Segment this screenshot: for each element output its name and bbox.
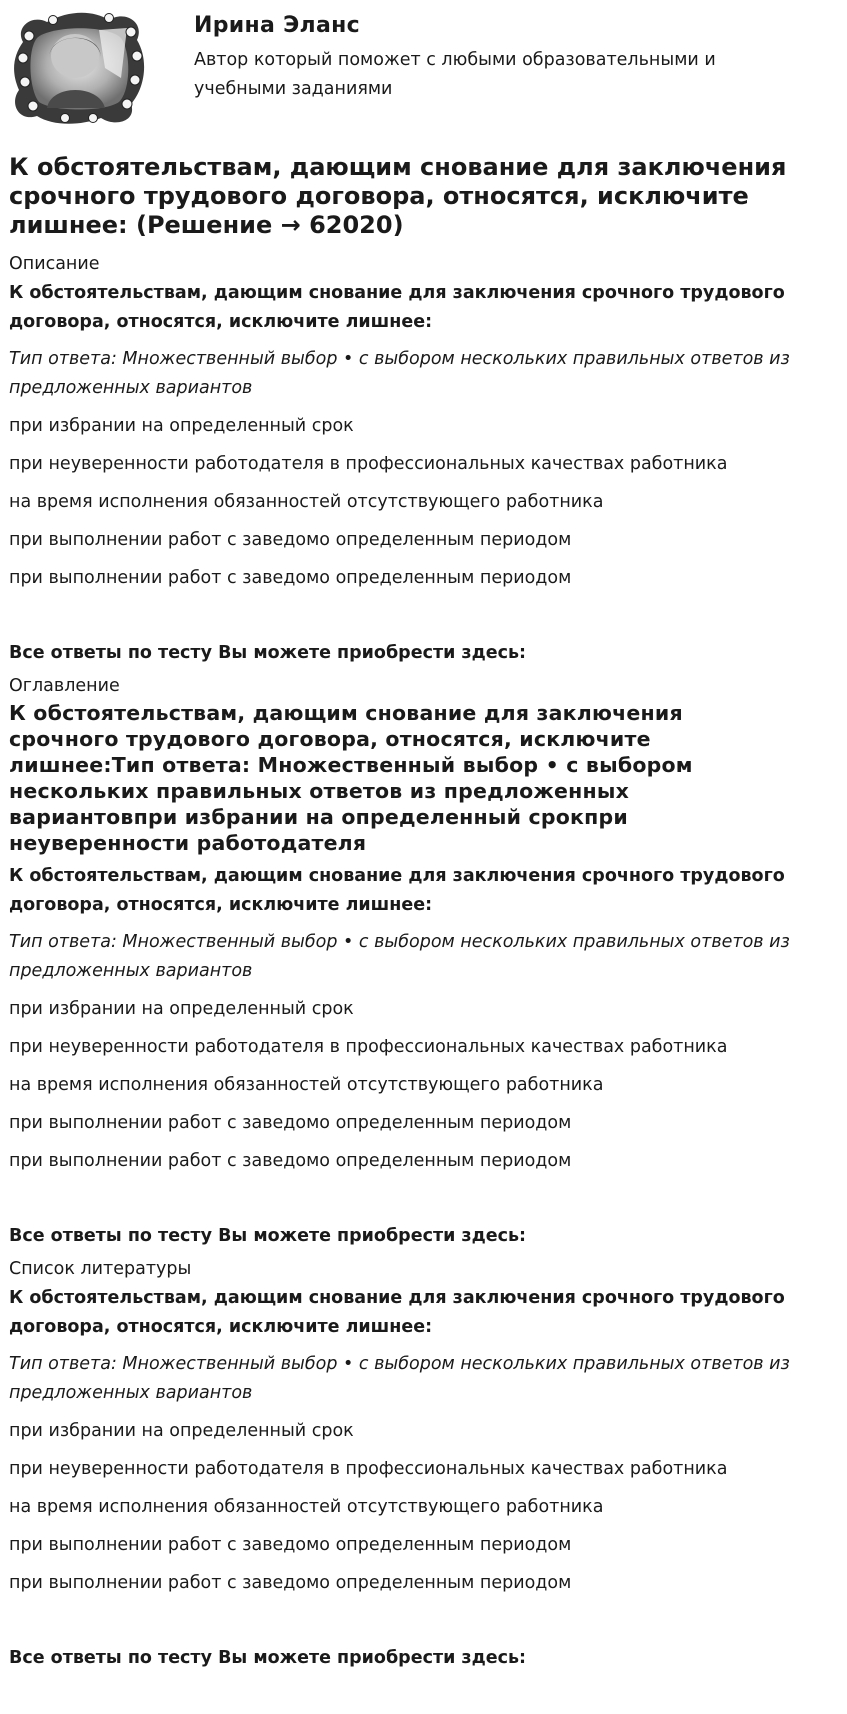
avatar-frame-icon <box>9 8 149 126</box>
answer-option: при неуверенности работодателя в профессиональных качествах работника <box>9 1037 728 1057</box>
buy-answers-text: Все ответы по тесту Вы можете приобрести здесь: <box>9 1648 527 1668</box>
page-title: К обстоятельствам, дающим снование для заключения срочного трудового договора, относятся, исключите лишнее: (Решение → 62020) <box>9 153 787 239</box>
answer-type: Тип ответа: Множественный выбор • с выбором нескольких правильных ответов из предложенных вариантов <box>9 932 790 981</box>
answer-option: при выполнении работ с заведомо определенным периодом <box>9 1151 572 1171</box>
section-label-toc: Оглавление <box>9 676 120 696</box>
references-section <box>9 1257 839 1673</box>
answer-option: при выполнении работ с заведомо определенным периодом <box>9 568 572 588</box>
answer-option: на время исполнения обязанностей отсутствующего работника <box>9 492 604 512</box>
answer-type: Тип ответа: Множественный выбор • с выбором нескольких правильных ответов из предложенных вариантов <box>9 1354 790 1403</box>
author-photo-frame[interactable] <box>9 8 149 126</box>
section-label-references: Список литературы <box>9 1259 192 1279</box>
question-text: К обстоятельствам, дающим снование для заключения срочного трудового договора, относятся, исключите лишнее: <box>9 283 785 332</box>
buy-answers-text: Все ответы по тесту Вы можете приобрести здесь: <box>9 1226 527 1246</box>
answer-option: при выполнении работ с заведомо определенным периодом <box>9 1535 572 1555</box>
description-section <box>9 252 839 668</box>
buy-answers-text: Все ответы по тесту Вы можете приобрести здесь: <box>9 643 527 663</box>
section-label-description: Описание <box>9 254 100 274</box>
author-info <box>194 8 794 104</box>
answer-option: при избрании на определенный срок <box>9 1421 354 1441</box>
answer-option: при выполнении работ с заведомо определенным периодом <box>9 1573 572 1593</box>
answer-option: при выполнении работ с заведомо определенным периодом <box>9 530 572 550</box>
answer-option: при выполнении работ с заведомо определенным периодом <box>9 1113 572 1133</box>
question-text: К обстоятельствам, дающим снование для заключения срочного трудового договора, относятся, исключите лишнее: <box>9 866 785 915</box>
answer-option: на время исполнения обязанностей отсутствующего работника <box>9 1075 604 1095</box>
author-card <box>9 8 839 135</box>
toc-section <box>9 674 839 1251</box>
author-name[interactable]: Ирина Эланс <box>194 13 360 38</box>
answer-option: при неуверенности работодателя в профессиональных качествах работника <box>9 1459 728 1479</box>
author-description: Автор который поможет с любыми образовательными и учебными заданиями <box>194 50 716 99</box>
answer-option: при неуверенности работодателя в профессиональных качествах работника <box>9 454 728 474</box>
toc-heading: К обстоятельствам, дающим снование для заключения срочного трудового договора, относятся, исключите лишнее:Тип ответа: Множественный выбор • с выбором нескольких правильных ответов из предложенных вариантовпри избрании на определенный срокпри неуверенности работодателя <box>9 701 693 855</box>
answer-option: при избрании на определенный срок <box>9 999 354 1019</box>
answer-option: при избрании на определенный срок <box>9 416 354 436</box>
answer-option: на время исполнения обязанностей отсутствующего работника <box>9 1497 604 1517</box>
answer-type: Тип ответа: Множественный выбор • с выбором нескольких правильных ответов из предложенных вариантов <box>9 349 790 398</box>
question-text: К обстоятельствам, дающим снование для заключения срочного трудового договора, относятся, исключите лишнее: <box>9 1288 785 1337</box>
